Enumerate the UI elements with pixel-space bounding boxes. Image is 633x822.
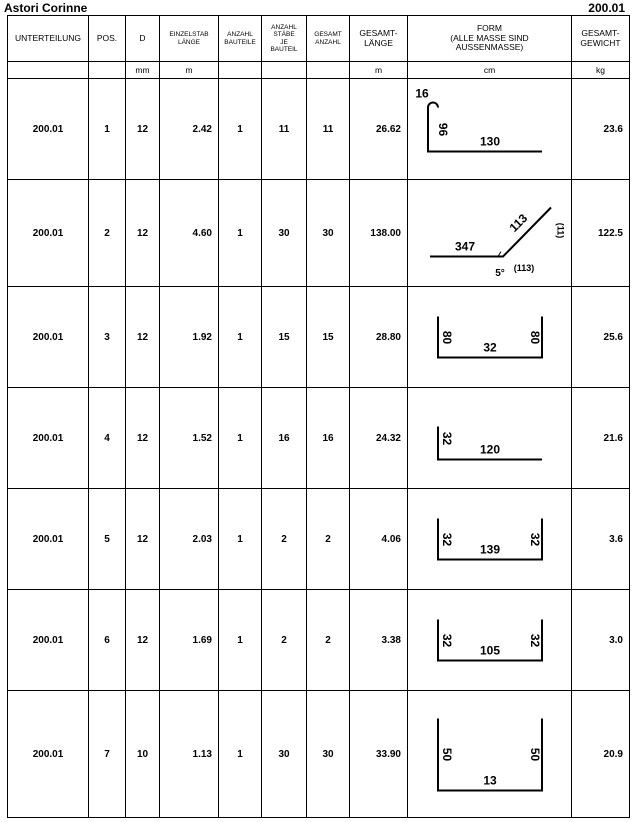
dim-left-label: 32 xyxy=(439,532,454,546)
header-d: D xyxy=(126,16,160,62)
header-unterteilung: UNTERTEILUNG xyxy=(8,16,89,62)
cell-einzelstab: 1.52 xyxy=(160,388,219,489)
cell-gesamt-laenge: 24.32 xyxy=(350,388,408,489)
bar-shape-drawing xyxy=(408,591,571,690)
column-header-row xyxy=(8,16,630,62)
units-row xyxy=(8,62,630,79)
cell-unterteilung: 200.01 xyxy=(8,388,89,489)
cell-gesamt-anzahl: 30 xyxy=(307,180,350,287)
header-einzelstab: EINZELSTAB LÄNGE xyxy=(160,16,219,62)
cell-gewicht: 3.0 xyxy=(572,590,630,691)
table-row xyxy=(8,691,630,818)
header-form: FORM (ALLE MASSE SIND AUSSENMASSE) xyxy=(408,16,572,62)
cell-anzahl-bauteile: 1 xyxy=(219,287,262,388)
dim-hook-label: 16 xyxy=(415,86,429,101)
unit-gewicht: kg xyxy=(572,62,630,79)
cell-form-shape xyxy=(408,489,572,590)
dim-right-label: 80 xyxy=(527,330,542,344)
cell-pos: 2 xyxy=(89,180,126,287)
cell-anzahl-staebe: 15 xyxy=(262,287,307,388)
dim-vertical-label: 96 xyxy=(435,122,450,136)
cell-d: 12 xyxy=(126,287,160,388)
cell-gewicht: 23.6 xyxy=(572,79,630,180)
cell-unterteilung: 200.01 xyxy=(8,79,89,180)
cell-gesamt-laenge: 26.62 xyxy=(350,79,408,180)
cell-anzahl-staebe: 30 xyxy=(262,180,307,287)
bar-shape-drawing xyxy=(408,692,571,817)
dim-angle-label: 5° xyxy=(495,267,505,279)
cell-form-shape xyxy=(408,287,572,388)
cell-anzahl-staebe: 11 xyxy=(262,79,307,180)
rebar-schedule-table xyxy=(7,15,630,818)
header-pos: POS. xyxy=(89,16,126,62)
cell-gewicht: 20.9 xyxy=(572,691,630,818)
cell-einzelstab: 1.69 xyxy=(160,590,219,691)
cell-pos: 1 xyxy=(89,79,126,180)
document-title: Astori Corinne xyxy=(4,1,88,15)
cell-gewicht: 122.5 xyxy=(572,180,630,287)
unit-einzelstab: m xyxy=(160,62,219,79)
dim-right-label: 32 xyxy=(527,532,542,546)
unit-d: mm xyxy=(126,62,160,79)
cell-unterteilung: 200.01 xyxy=(8,489,89,590)
bar-shape-drawing xyxy=(408,490,571,589)
unit-cell-empty xyxy=(89,62,126,79)
cell-gesamt-laenge: 28.80 xyxy=(350,287,408,388)
header-gesamt-gewicht: GESAMT- GEWICHT xyxy=(572,16,630,62)
cell-gewicht: 25.6 xyxy=(572,287,630,388)
dim-right-label: 50 xyxy=(527,747,542,761)
bar-shape-line xyxy=(430,207,551,256)
header-anzahl-staebe: ANZAHL STÄBE JE BAUTEIL xyxy=(262,16,307,62)
dim-horizontal-label: 347 xyxy=(454,239,476,254)
dim-left-label: 32 xyxy=(439,431,454,445)
cell-unterteilung: 200.01 xyxy=(8,287,89,388)
cell-unterteilung: 200.01 xyxy=(8,180,89,287)
table-row xyxy=(8,79,630,180)
cell-anzahl-bauteile: 1 xyxy=(219,388,262,489)
cell-anzahl-staebe: 2 xyxy=(262,489,307,590)
cell-unterteilung: 200.01 xyxy=(8,590,89,691)
table-row xyxy=(8,180,630,287)
cell-form-shape xyxy=(408,388,572,489)
cell-pos: 6 xyxy=(89,590,126,691)
dim-left-label: 50 xyxy=(439,747,454,761)
unit-gesamt-laenge: m xyxy=(350,62,408,79)
cell-einzelstab: 4.60 xyxy=(160,180,219,287)
cell-anzahl-bauteile: 1 xyxy=(219,180,262,287)
bar-shape-drawing xyxy=(408,80,571,179)
table-row xyxy=(8,287,630,388)
unit-form: cm xyxy=(408,62,572,79)
table-row xyxy=(8,489,630,590)
header-anzahl-bauteile: ANZAHL BAUTEILE xyxy=(219,16,262,62)
bar-shape-drawing xyxy=(408,288,571,387)
cell-gewicht: 3.6 xyxy=(572,489,630,590)
cell-d: 12 xyxy=(126,388,160,489)
cell-pos: 7 xyxy=(89,691,126,818)
cell-gesamt-anzahl: 15 xyxy=(307,287,350,388)
dim-left-label: 32 xyxy=(439,633,454,647)
dim-bottom-label: 13 xyxy=(483,773,497,788)
cell-d: 12 xyxy=(126,590,160,691)
cell-d: 12 xyxy=(126,79,160,180)
dim-bottom-label: 32 xyxy=(483,340,497,355)
dim-left-label: 80 xyxy=(439,330,454,344)
cell-gesamt-anzahl: 2 xyxy=(307,590,350,691)
cell-d: 12 xyxy=(126,180,160,287)
unit-cell-empty xyxy=(8,62,89,79)
unit-cell-empty xyxy=(219,62,262,79)
cell-anzahl-staebe: 2 xyxy=(262,590,307,691)
table-row xyxy=(8,388,630,489)
cell-unterteilung: 200.01 xyxy=(8,691,89,818)
dim-bottom-label: 105 xyxy=(479,643,501,658)
unit-cell-empty xyxy=(307,62,350,79)
cell-form-shape xyxy=(408,180,572,287)
dim-bottom-label: 139 xyxy=(479,542,501,557)
cell-gesamt-laenge: 33.90 xyxy=(350,691,408,818)
dim-projection-v-label: (11) xyxy=(555,222,566,238)
cell-gesamt-laenge: 4.06 xyxy=(350,489,408,590)
cell-form-shape xyxy=(408,691,572,818)
dim-diagonal-label: 113 xyxy=(506,210,531,235)
dim-bottom-label: 120 xyxy=(479,442,501,457)
cell-anzahl-staebe: 30 xyxy=(262,691,307,818)
cell-gesamt-anzahl: 30 xyxy=(307,691,350,818)
cell-anzahl-bauteile: 1 xyxy=(219,691,262,818)
cell-anzahl-bauteile: 1 xyxy=(219,489,262,590)
cell-gesamt-laenge: 138.00 xyxy=(350,180,408,287)
cell-gesamt-anzahl: 2 xyxy=(307,489,350,590)
table-row xyxy=(8,590,630,691)
cell-einzelstab: 2.42 xyxy=(160,79,219,180)
cell-gesamt-laenge: 3.38 xyxy=(350,590,408,691)
cell-pos: 4 xyxy=(89,388,126,489)
dim-horizontal-label: 130 xyxy=(479,134,501,149)
document-header xyxy=(0,0,633,16)
cell-form-shape xyxy=(408,79,572,180)
cell-anzahl-staebe: 16 xyxy=(262,388,307,489)
unit-cell-empty xyxy=(262,62,307,79)
cell-pos: 3 xyxy=(89,287,126,388)
cell-anzahl-bauteile: 1 xyxy=(219,590,262,691)
cell-gesamt-anzahl: 11 xyxy=(307,79,350,180)
header-gesamt-laenge: GESAMT- LÄNGE xyxy=(350,16,408,62)
dim-right-label: 32 xyxy=(527,633,542,647)
bar-shape-drawing xyxy=(408,389,571,488)
document-code: 200.01 xyxy=(588,1,625,15)
dim-projection-h-label: (113) xyxy=(513,262,535,273)
cell-pos: 5 xyxy=(89,489,126,590)
cell-d: 12 xyxy=(126,489,160,590)
cell-einzelstab: 1.92 xyxy=(160,287,219,388)
cell-gewicht: 21.6 xyxy=(572,388,630,489)
cell-d: 10 xyxy=(126,691,160,818)
cell-einzelstab: 1.13 xyxy=(160,691,219,818)
cell-anzahl-bauteile: 1 xyxy=(219,79,262,180)
cell-form-shape xyxy=(408,590,572,691)
cell-gesamt-anzahl: 16 xyxy=(307,388,350,489)
bar-shape-drawing xyxy=(408,181,571,286)
header-gesamt-anzahl: GESAMT ANZAHL xyxy=(307,16,350,62)
cell-einzelstab: 2.03 xyxy=(160,489,219,590)
